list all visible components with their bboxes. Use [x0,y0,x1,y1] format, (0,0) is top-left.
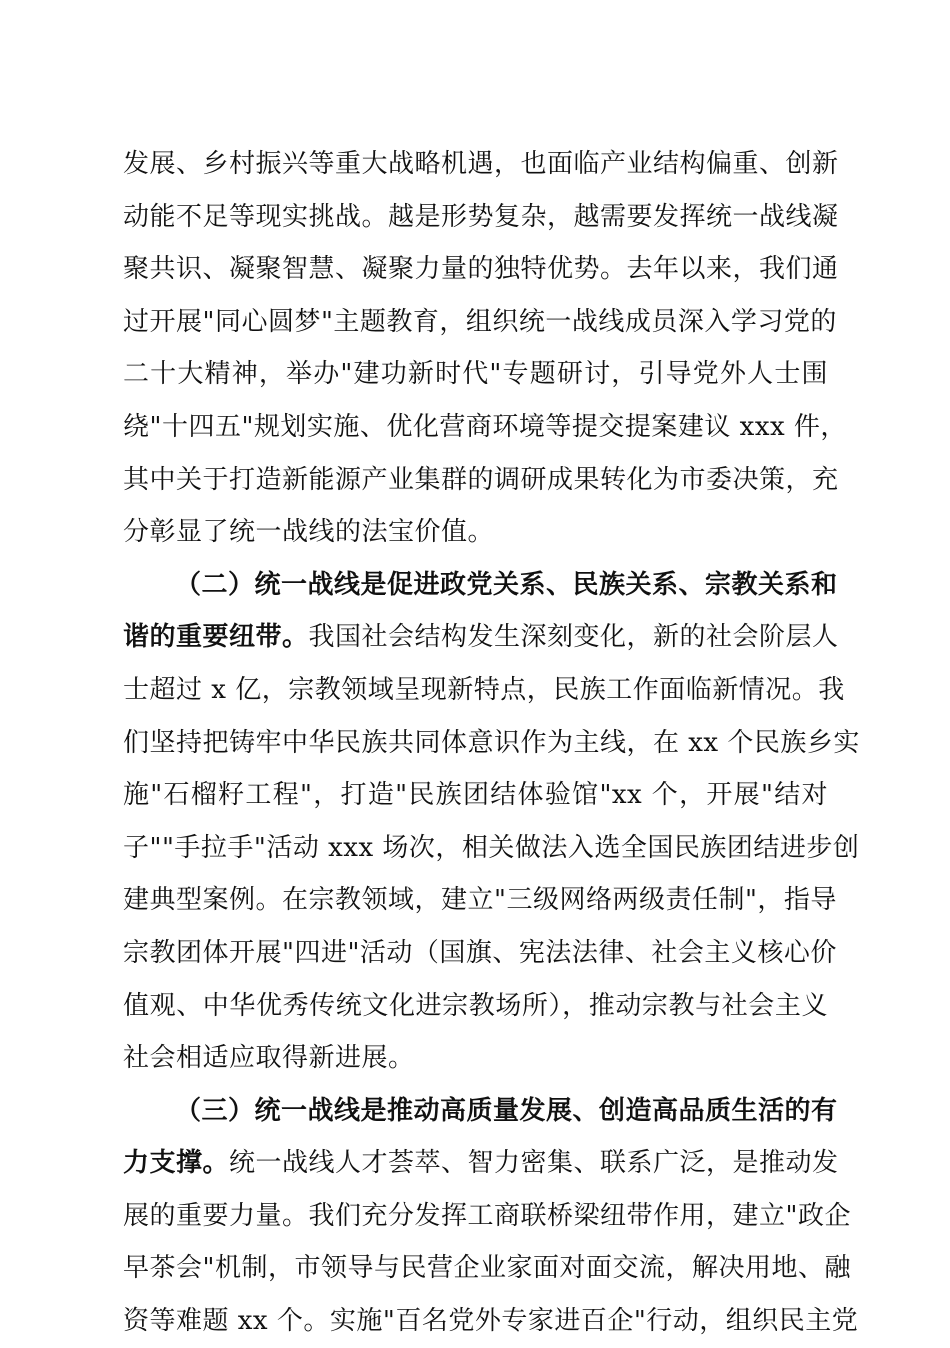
text-line: 分彰显了统一战线的法宝价值。 [123,517,495,548]
text-line: 士超过 x 亿，宗教领域呈现新特点，民族工作面临新情况。我 [123,674,845,705]
text-line: 值观、中华优秀传统文化进宗教场所），推动宗教与社会主义 [123,990,828,1021]
text-line [123,1137,839,1190]
text-line: 发展、乡村振兴等重大战略机遇，也面临产业结构偏重、创新 [123,149,839,179]
paragraph-3 [123,1085,859,1348]
document-page [123,138,860,1348]
text-line: 二十大精神，举办"建功新时代"专题研讨，引导党外人士围 [123,359,828,390]
section-heading-end: 力支撑。 [123,1148,230,1179]
section-heading-end: 谐的重要纽带。 [123,622,309,653]
text-line: 资等难题 xx 个。实施"百名党外专家进百企"行动，组织民主党 [123,1306,859,1337]
text-line: 施"石榴籽工程"，打造"民族团结体验馆"xx 个，开展"结对 [123,780,828,811]
text-line: 宗教团体开展"四进"活动（国旗、宪法法律、社会主义核心价 [123,937,837,968]
section-heading: （三）统一战线是推动高质量发展、创造高品质生活的有 [175,1095,838,1126]
text-line: 聚共识、凝聚智慧、凝聚力量的独特优势。去年以来，我们通 [123,254,839,285]
text-line: 绕"十四五"规划实施、优化营商环境等提交提案建议 xxx 件， [123,411,847,442]
text-line: 子""手拉手"活动 xxx 场次，相关做法入选全国民族团结进步创 [123,832,860,863]
text-line: 动能不足等现实挑战。越是形势复杂，越需要发挥统一战线凝 [123,201,839,232]
section-heading: （二）统一战线是促进政党关系、民族关系、宗教关系和 [175,569,838,600]
text-line: 展的重要力量。我们充分发挥工商联桥梁纽带作用，建立"政企 [123,1200,851,1231]
text-run: 我国社会结构发生深刻变化，新的社会阶层人 [308,622,839,653]
paragraph-2 [123,559,860,1085]
text-line: 早茶会"机制，市领导与民营企业家面对面交流，解决用地、融 [123,1253,851,1284]
text-run: 统一战线人才荟萃、智力密集、联系广泛，是推动发 [229,1148,839,1179]
text-line: 建典型案例。在宗教领域，建立"三级网络两级责任制"，指导 [123,885,837,916]
text-line [123,611,839,664]
paragraph-1 [123,138,847,559]
text-line: 其中关于打造新能源产业集群的调研成果转化为市委决策，充 [123,464,839,495]
text-line: 们坚持把铸牢中华民族共同体意识作为主线，在 xx 个民族乡实 [123,727,860,758]
text-line: 社会相适应取得新进展。 [123,1043,415,1074]
text-line: 过开展"同心圆梦"主题教育，组织统一战线成员深入学习党的 [123,306,837,337]
